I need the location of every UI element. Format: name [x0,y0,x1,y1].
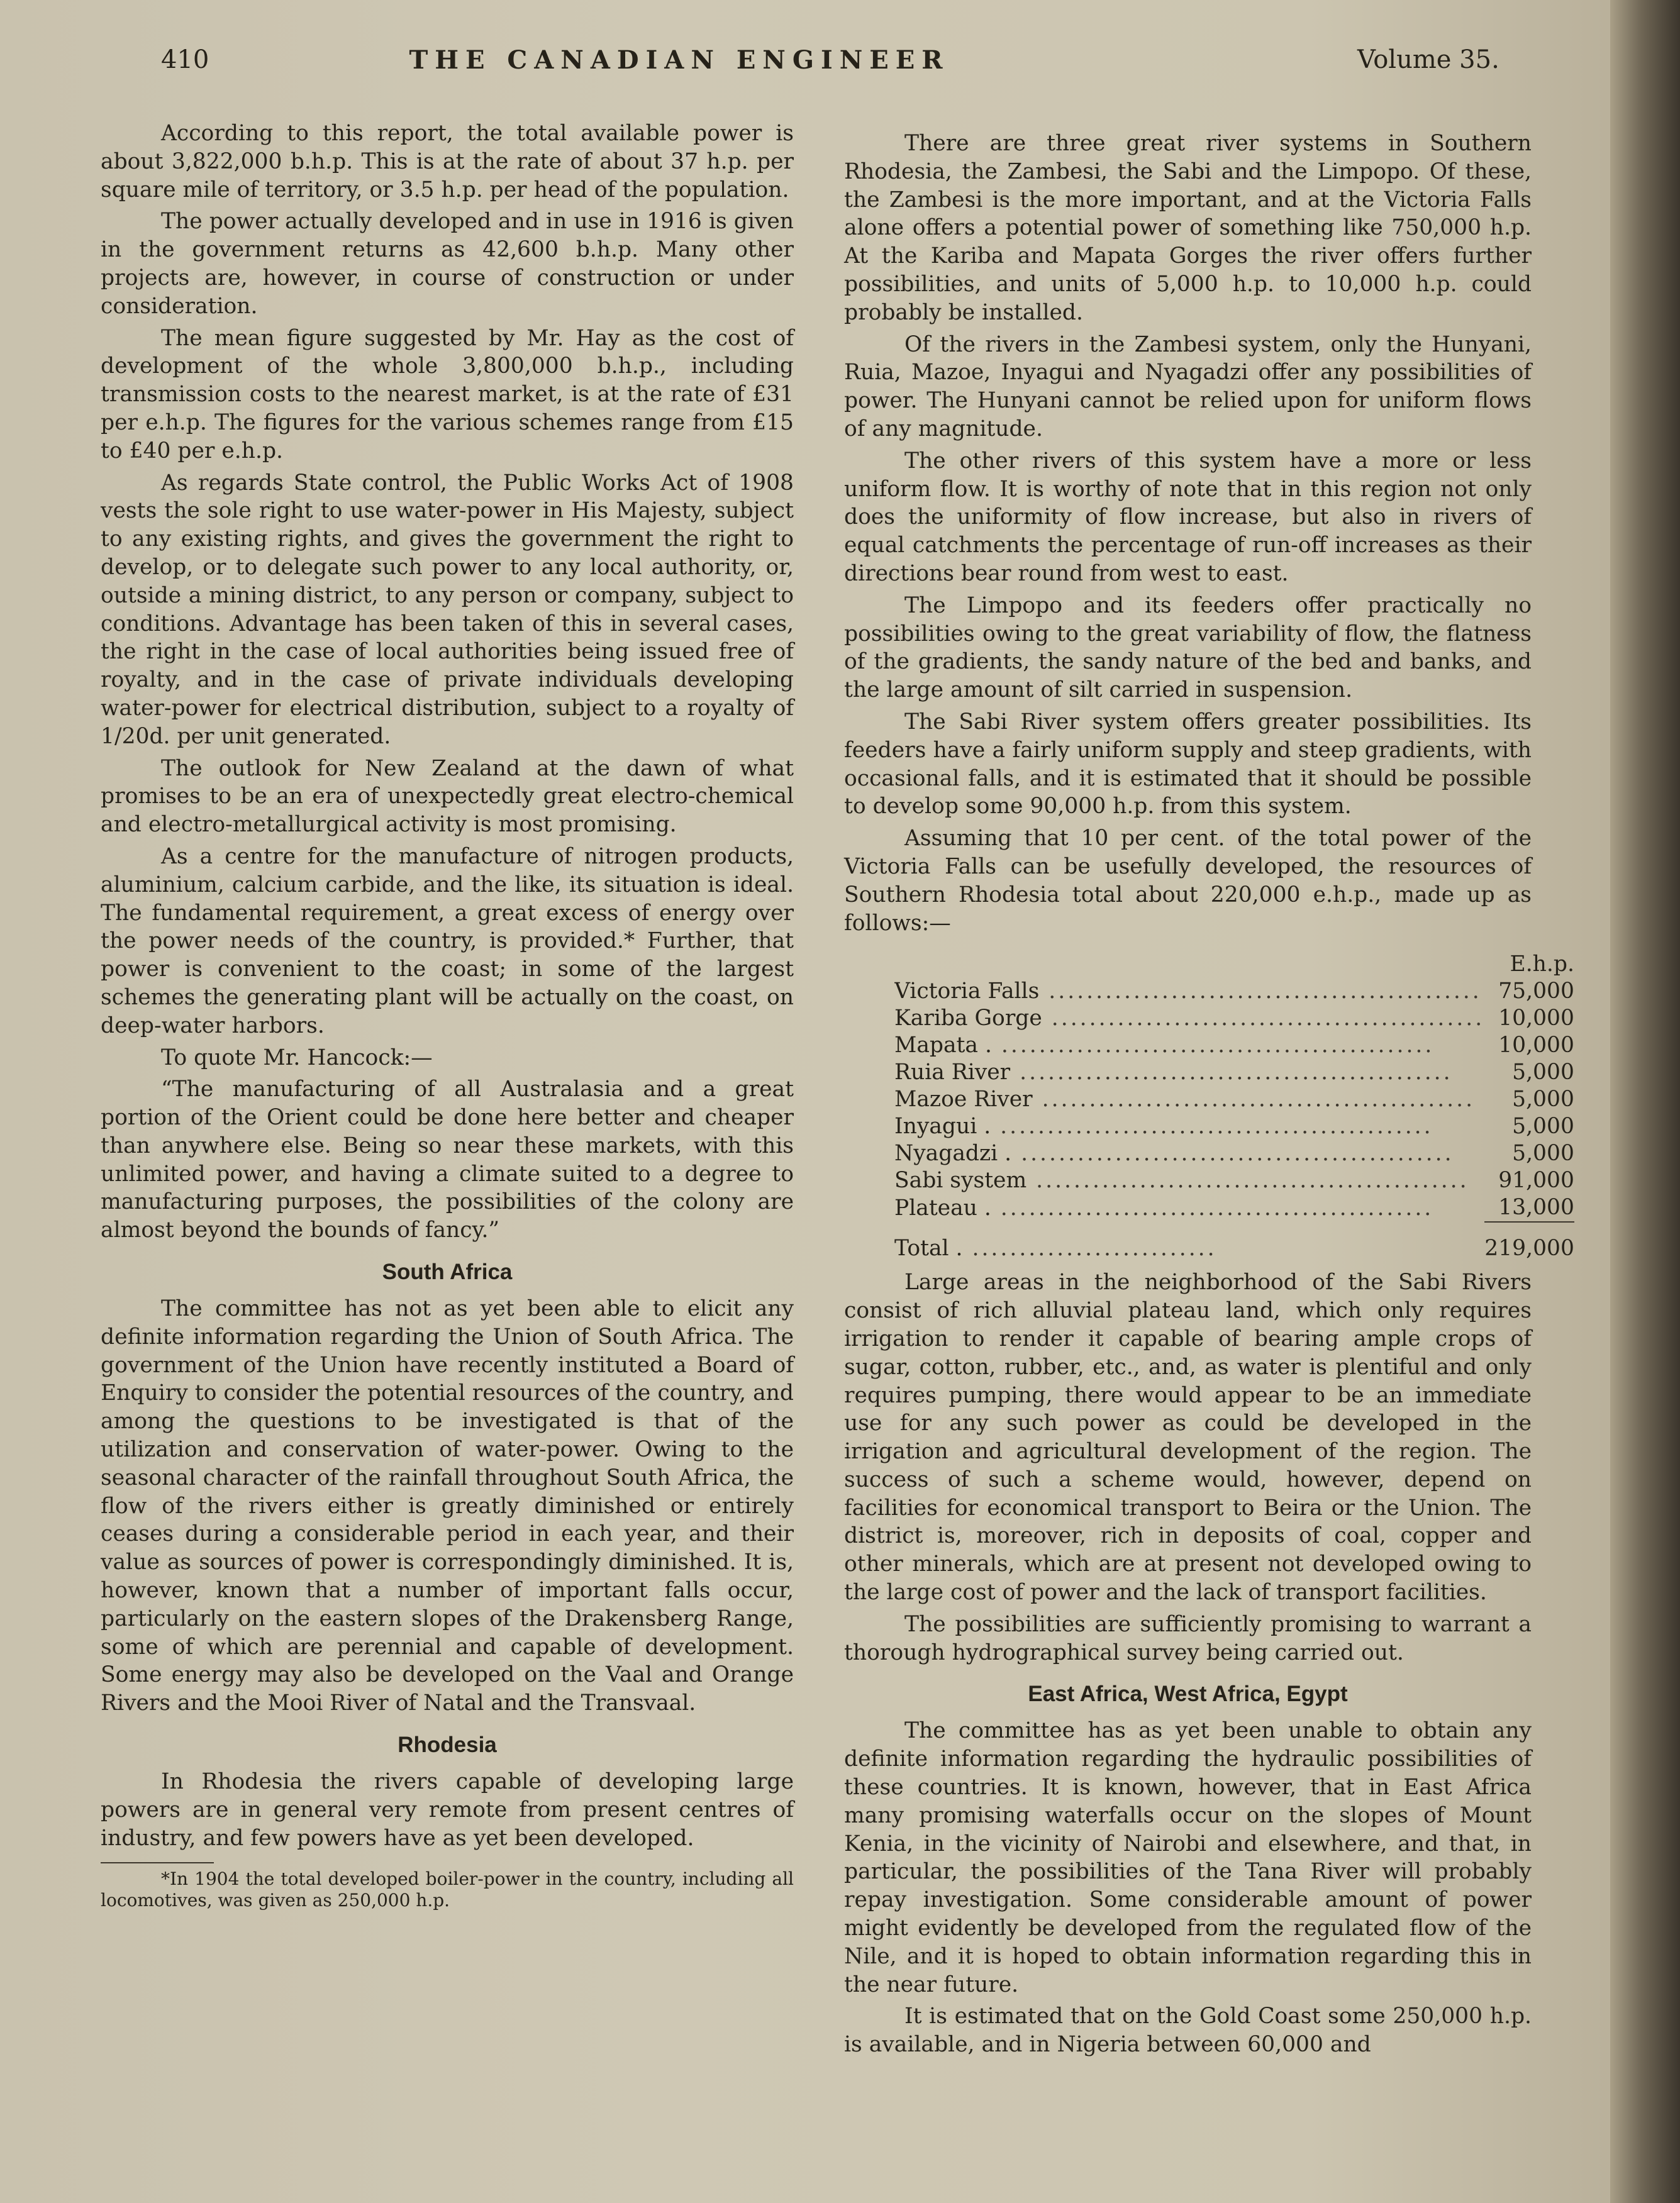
paragraph: The power actually developed and in use in 1916 is given in the government returns as 42,600 b.h.p. Many other projects are, however, in course of construction or under consideration. [101,209,794,319]
table-unit-header: E.h.p. [1510,952,1574,977]
table-row-value: 10,000 [1498,1033,1574,1058]
table-row: Mapata . .............................................. 10,000 [894,1033,1574,1058]
footnote: *In 1904 the total developed boiler-power in the country, including all locomotives, was given as 250,000 h.p. [101,1868,794,1911]
table-header-row [894,951,1574,978]
paragraph: The other rivers of this system have a more or less uniform flow. It is worthy of note that in this region not only does the uniformity of flow increase, but also in rivers of equal catchments the percentage of run-off increases as their directions bear round from west to east. [844,448,1532,586]
table-row-value: 10,000 [1498,1006,1574,1031]
table-row-value: 5,000 [1512,1114,1574,1140]
table-row: Victoria Falls .............................................. 75,000 [894,979,1574,1004]
table-row-name: Nyagadzi . [894,1141,1012,1167]
table-row: Nyagadzi . .............................................. 5,000 [894,1141,1574,1167]
journal-title: THE CANADIAN ENGINEER [409,45,950,75]
table-row-name: Kariba Gorge [894,1006,1042,1031]
table-row: Plateau . .............................................. 13,000 [894,1195,1574,1221]
paragraph: In Rhodesia the rivers capable of developing large powers are in general very remote from present centres of industry, and few powers have as yet been developed. [101,1769,794,1851]
paragraph: To quote Mr. Hancock:— [161,1045,433,1070]
book-spine-shadow [1610,0,1680,2203]
table-row: Inyagui . .............................................. 5,000 [894,1114,1574,1140]
table-row-value: 75,000 [1498,979,1574,1004]
paragraph: According to this report, the total available power is about 3,822,000 b.h.p. This is at the rate of about 37 h.p. per square mile of territory, or 3.5 h.p. per head of the population. [101,121,794,203]
table-row-value: 5,000 [1512,1087,1574,1113]
section-heading-south-africa: South Africa [382,1260,513,1285]
paragraph: The outlook for New Zealand at the dawn of what promises to be an era of unexpectedly great electro-chemical and electro-metallurgical activity is most promising. [101,755,794,838]
paragraph: As a centre for the manufacture of nitrogen products, aluminium, calcium carbide, and the like, its situation is ideal. The fundamental requirement, a great excess of energy over the power needs of the country, is provided.* Further, that power is convenient to the coast; in some of the largest schemes the generating plant will be actually on the coast, on deep-water harbors. [101,843,794,1038]
table-row-name: Mazoe River [894,1087,1033,1113]
footnote-rule [101,1862,214,1863]
table-row: Ruia River .............................................. 5,000 [894,1060,1574,1085]
table-row-name: Victoria Falls [894,979,1040,1004]
table-row-value: 5,000 [1512,1060,1574,1085]
table-row-name: Ruia River [894,1060,1011,1085]
paragraph: There are three great river systems in Southern Rhodesia, the Zambesi, the Sabi and the Limpopo. Of these, the Zambesi is the more important, and at the Victoria Falls alone offers a potential power of something like 750,000 h.p. At the Kariba and Mapata Gorges the river offers further possibilities, and units of 5,000 h.p. to 10,000 h.p. could probably be installed. [844,131,1532,325]
table-total-label: Total . [894,1236,963,1262]
table-row-name: Inyagui . [894,1114,991,1140]
table-row: Sabi system .............................................. 91,000 [894,1168,1574,1194]
paragraph: The Sabi River system offers greater possibilities. Its feeders have a fairly uniform supply and steep gradients, with occasional falls, and it is estimated that it should be possible to develop some 90,000 h.p. from this system. [844,709,1532,819]
table-row: Mazoe River .............................................. 5,000 [894,1087,1574,1113]
paragraph: The committee has as yet been unable to obtain any definite information regarding the hydraulic possibilities of these countries. It is known, however, that in East Africa many promising waterfalls occur on the slopes of Mount Kenia, in the vicinity of Nairobi and elsewhere, and that, in particular, the possibilities of the Tana River will probably repay investigation. Some considerable amount of power might evidently be developed from the regulated flow of the Nile, and it is hoped to obtain information regarding this in the near future. [844,1718,1532,1997]
page-number: 410 [161,45,209,74]
paragraph: The mean figure suggested by Mr. Hay as the cost of development of the whole 3,800,000 b.h.p., including transmission costs to the nearest market, is at the rate of £31 per e.h.p. The figures for the various schemes range from £15 to £40 per e.h.p. [101,325,794,463]
table-total-value: 219,000 [1484,1222,1574,1262]
table-row-value: 91,000 [1498,1168,1574,1194]
table-row-name: Plateau . [894,1196,991,1221]
quotation: “The manufacturing of all Australasia and a great portion of the Orient could be done here better and cheaper than anywhere else. Being so near these markets, with this unlimited power, and having a climate suited to a degree to manufacturing purposes, the possibilities of the colony are almost beyond the bounds of fancy.” [101,1077,794,1243]
paragraph: The possibilities are sufficiently promising to warrant a thorough hydrographical survey being carried out. [844,1611,1532,1665]
table-total-row: Total . .......................... 219,000 [894,1222,1574,1262]
table-row-name: Mapata . [894,1033,992,1058]
paragraph: The committee has not as yet been able to elicit any definite information regarding the Union of South Africa. The government of the Union have recently instituted a Board of Enquiry to consider the potential resources of the country, and among the questions to be investigated is that of the utilization and conservation of water-power. Owing to the seasonal character of the rainfall throughout South Africa, the flow of the rivers either is greatly diminished or entirely ceases during a considerable period in each year, and their value as sources of power is correspondingly diminished. It is, however, known that a number of important falls occur, particularly on the eastern slopes of the Drakensberg Range, some of which are perennial and capable of development. Some energy may also be developed on the Vaal and Orange Rivers and the Mooi River of Natal and the Transvaal. [101,1296,794,1716]
table-row-name: Sabi system [894,1168,1027,1194]
table-row: Kariba Gorge .............................................. 10,000 [894,1006,1574,1031]
table-row-value: 5,000 [1512,1141,1574,1167]
right-column [844,130,1574,2063]
table-row-value: 13,000 [1498,1195,1574,1221]
paragraph: As regards State control, the Public Works Act of 1908 vests the sole right to use water-power in His Majesty, subject to any existing rights, and gives the government the right to develop, or to delegate such power to any local authority, or, outside a mining district, to any person or company, subject to conditions. Advantage has been taken of this in several cases, the right in the case of local authorities being issued free of royalty, and in the case of private individuals developing water-power for electrical distribution, subject to a royalty of 1/20d. per unit generated. [101,470,794,749]
paragraph: The Limpopo and its feeders offer practically no possibilities owing to the great variability of flow, the flatness of the gradients, the sandy nature of the bed and banks, and the large amount of silt carried in suspension. [844,592,1532,703]
volume-label: Volume 35. [1357,45,1499,74]
section-heading-east-africa: East Africa, West Africa, Egypt [1028,1682,1348,1707]
paragraph: Assuming that 10 per cent. of the total power of the Victoria Falls can be usefully developed, the resources of Southern Rhodesia total about 220,000 e.h.p., made up as follows:— [844,826,1532,936]
paragraph: Of the rivers in the Zambesi system, only the Hunyani, Ruia, Mazoe, Inyagui and Nyagadzi offer any possibilities of power. The Hunyani cannot be relied upon for uniform flows of any magnitude. [844,331,1532,441]
paragraph: Large areas in the neighborhood of the Sabi Rivers consist of rich alluvial plateau land, which only requires irrigation to render it capable of bearing ample crops of sugar, cotton, rubber, etc., and, as water is plentiful and only requires pumping, there would appear to be an immediate use for any such power as could be developed in the irrigation and agricultural development of the region. The success of such a scheme would, however, depend on facilities for economical transport to Beira or the Union. The district is, moreover, rich in deposits of coal, copper and other minerals, which are at present not developed owing to the large cost of power and the lack of transport facilities. [844,1270,1532,1606]
section-heading-rhodesia: Rhodesia [398,1733,497,1758]
left-column [101,119,794,1915]
paragraph: It is estimated that on the Gold Coast some 250,000 h.p. is available, and in Nigeria between 60,000 and [844,2004,1532,2058]
resources-table [894,951,1574,1262]
